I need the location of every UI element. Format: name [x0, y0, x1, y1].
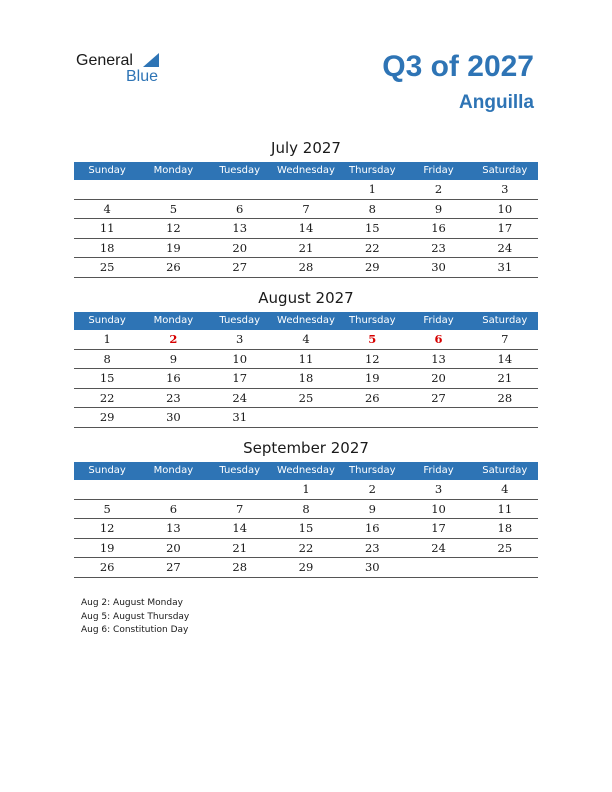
day-cell: 4	[103, 201, 111, 216]
day-cell: 13	[232, 221, 248, 235]
day-cell: 11	[298, 351, 314, 366]
day-cell: 9	[434, 201, 443, 216]
day-cell: 31	[232, 410, 248, 424]
day-cell: 25	[497, 540, 513, 555]
week-row	[74, 480, 538, 500]
weekday-label: Thursday	[349, 165, 396, 176]
day-cell	[140, 480, 206, 499]
day-cell: 31	[497, 260, 513, 274]
day-cell: 20	[431, 371, 446, 385]
day-cell	[405, 558, 471, 577]
day-cell	[207, 480, 273, 499]
day-cell: 14	[232, 521, 248, 535]
day-cell: 7	[236, 501, 244, 516]
day-cell: 29	[364, 260, 380, 274]
day-cell: 9	[169, 351, 178, 366]
day-cell: 20	[232, 240, 248, 255]
weekday-label: Wednesday	[277, 465, 335, 476]
week-row	[74, 330, 538, 350]
day-cell: 11	[99, 221, 115, 235]
day-cell: 23	[364, 540, 380, 555]
day-cell	[273, 408, 339, 427]
day-cell: 16	[364, 521, 380, 535]
day-cell: 28	[298, 260, 314, 274]
month-september	[74, 438, 538, 578]
day-cell: 2	[368, 482, 376, 496]
day-cell: 1	[368, 182, 376, 196]
holiday-note: Aug 5: August Thursday	[81, 611, 190, 622]
day-cell: 4	[501, 482, 509, 496]
day-cell: 18	[497, 521, 513, 535]
day-cell	[140, 180, 206, 199]
week-row	[74, 519, 538, 539]
week-row	[74, 258, 538, 278]
day-cell: 18	[99, 240, 115, 255]
weekday-label: Sunday	[88, 315, 126, 326]
weekday-label: Wednesday	[277, 315, 335, 326]
day-cell: 24	[431, 540, 446, 555]
day-cell: 17	[497, 221, 513, 235]
weekday-label: Thursday	[349, 465, 396, 476]
day-cell: 10	[431, 501, 446, 516]
holiday-note: Aug 6: Constitution Day	[81, 625, 189, 635]
weekday-label: Monday	[153, 165, 194, 176]
day-cell	[74, 480, 140, 499]
day-cell: 8	[302, 501, 310, 516]
day-cell	[207, 180, 273, 199]
weekday-label: Saturday	[482, 165, 528, 176]
generalblue-logo	[76, 52, 196, 92]
day-cell: 15	[364, 221, 380, 235]
day-cell: 21	[497, 371, 513, 385]
day-cell: 24	[232, 390, 248, 405]
day-cell: 3	[236, 332, 244, 346]
day-cell: 26	[99, 560, 115, 574]
week-row	[74, 369, 538, 389]
week-row	[74, 558, 538, 578]
day-cell	[339, 408, 405, 427]
day-cell: 23	[166, 390, 181, 405]
weekday-label: Monday	[153, 315, 194, 326]
weekday-label: Saturday	[482, 315, 528, 326]
weekday-label: Tuesday	[219, 165, 261, 176]
week-row	[74, 180, 538, 200]
day-cell: 12	[99, 521, 115, 535]
day-cell: 22	[298, 540, 314, 555]
day-cell: 5	[169, 201, 178, 216]
month-title: August 2027	[258, 289, 354, 307]
day-cell: 3	[434, 482, 443, 496]
holiday-note: Aug 2: August Monday	[81, 598, 183, 608]
day-cell: 19	[166, 240, 181, 255]
day-cell: 15	[298, 521, 314, 535]
day-cell: 5	[103, 501, 111, 516]
day-cell: 24	[497, 240, 513, 255]
week-row	[74, 408, 538, 428]
week-row	[74, 350, 538, 370]
day-cell: 22	[99, 390, 115, 405]
day-cell: 12	[166, 221, 181, 235]
weekday-header	[74, 312, 538, 330]
day-cell: 27	[232, 260, 248, 274]
weekday-label: Tuesday	[219, 315, 261, 326]
weekday-label: Wednesday	[277, 165, 335, 176]
day-cell: 9	[368, 501, 376, 516]
weekday-label: Sunday	[88, 165, 126, 176]
day-cell: 19	[99, 540, 115, 555]
day-cell: 26	[166, 260, 181, 274]
day-cell: 1	[103, 332, 111, 346]
day-cell: 21	[298, 240, 314, 255]
week-row	[74, 500, 538, 520]
holiday-notes	[81, 597, 189, 638]
day-cell: 8	[103, 351, 111, 366]
day-cell: 23	[431, 240, 446, 255]
day-cell	[273, 180, 339, 199]
page-title: Q3 of 2027	[382, 50, 534, 83]
day-cell: 14	[298, 221, 314, 235]
day-cell: 6	[434, 332, 443, 346]
day-cell: 13	[166, 521, 181, 535]
day-cell: 15	[99, 371, 115, 385]
day-cell: 27	[166, 560, 181, 574]
week-row	[74, 239, 538, 259]
month-title: July 2027	[271, 139, 341, 157]
day-cell	[472, 558, 538, 577]
weekday-label: Friday	[423, 315, 454, 326]
day-cell: 13	[431, 351, 446, 366]
weekday-label: Saturday	[482, 465, 528, 476]
day-cell: 26	[364, 390, 380, 405]
day-cell: 18	[298, 371, 314, 385]
week-row	[74, 219, 538, 239]
day-cell: 1	[302, 482, 310, 496]
day-cell	[405, 408, 471, 427]
day-cell: 10	[232, 351, 248, 366]
day-cell	[472, 408, 538, 427]
week-row	[74, 389, 538, 409]
day-cell: 7	[501, 332, 509, 346]
day-cell: 2	[434, 182, 443, 196]
day-cell: 20	[166, 540, 181, 555]
weekday-label: Sunday	[88, 465, 126, 476]
month-july	[74, 138, 538, 278]
weekday-label: Friday	[423, 165, 454, 176]
day-cell: 4	[302, 332, 310, 346]
logo-text-blue: Blue	[126, 68, 159, 85]
month-title: September 2027	[243, 439, 369, 457]
day-cell: 11	[497, 501, 513, 516]
day-cell: 28	[497, 390, 513, 405]
logo-text-general: General	[76, 52, 133, 69]
day-cell: 7	[302, 201, 310, 216]
country-name: Anguilla	[459, 92, 534, 113]
day-cell: 10	[497, 201, 513, 216]
day-cell: 6	[236, 201, 244, 216]
day-cell: 29	[99, 410, 115, 424]
day-cell: 5	[368, 332, 377, 346]
day-cell: 30	[431, 260, 446, 274]
weekday-label: Thursday	[349, 315, 396, 326]
weekday-label: Friday	[423, 465, 454, 476]
day-cell: 8	[368, 201, 376, 216]
weekday-header	[74, 162, 538, 180]
day-cell: 2	[169, 332, 178, 346]
day-cell: 30	[166, 410, 181, 424]
day-cell: 25	[99, 260, 115, 274]
day-cell: 25	[298, 390, 314, 405]
day-cell: 14	[497, 351, 513, 366]
weekday-label: Monday	[153, 465, 194, 476]
day-cell: 29	[298, 560, 314, 574]
weekday-label: Tuesday	[219, 465, 261, 476]
day-cell: 12	[364, 351, 380, 366]
day-cell: 16	[431, 221, 446, 235]
week-row	[74, 200, 538, 220]
day-cell	[74, 180, 140, 199]
day-cell: 28	[232, 560, 248, 574]
day-cell: 17	[431, 521, 446, 535]
day-cell: 22	[364, 240, 380, 255]
day-cell: 19	[364, 371, 380, 385]
day-cell: 27	[431, 390, 446, 405]
week-row	[74, 539, 538, 559]
weekday-header	[74, 462, 538, 480]
logo-triangle-icon	[143, 53, 159, 67]
day-cell: 3	[501, 182, 509, 196]
month-august	[74, 288, 538, 428]
day-cell: 21	[232, 540, 248, 555]
day-cell: 30	[364, 560, 380, 574]
day-cell: 17	[232, 371, 248, 385]
day-cell: 16	[166, 371, 181, 385]
day-cell: 6	[169, 501, 178, 516]
